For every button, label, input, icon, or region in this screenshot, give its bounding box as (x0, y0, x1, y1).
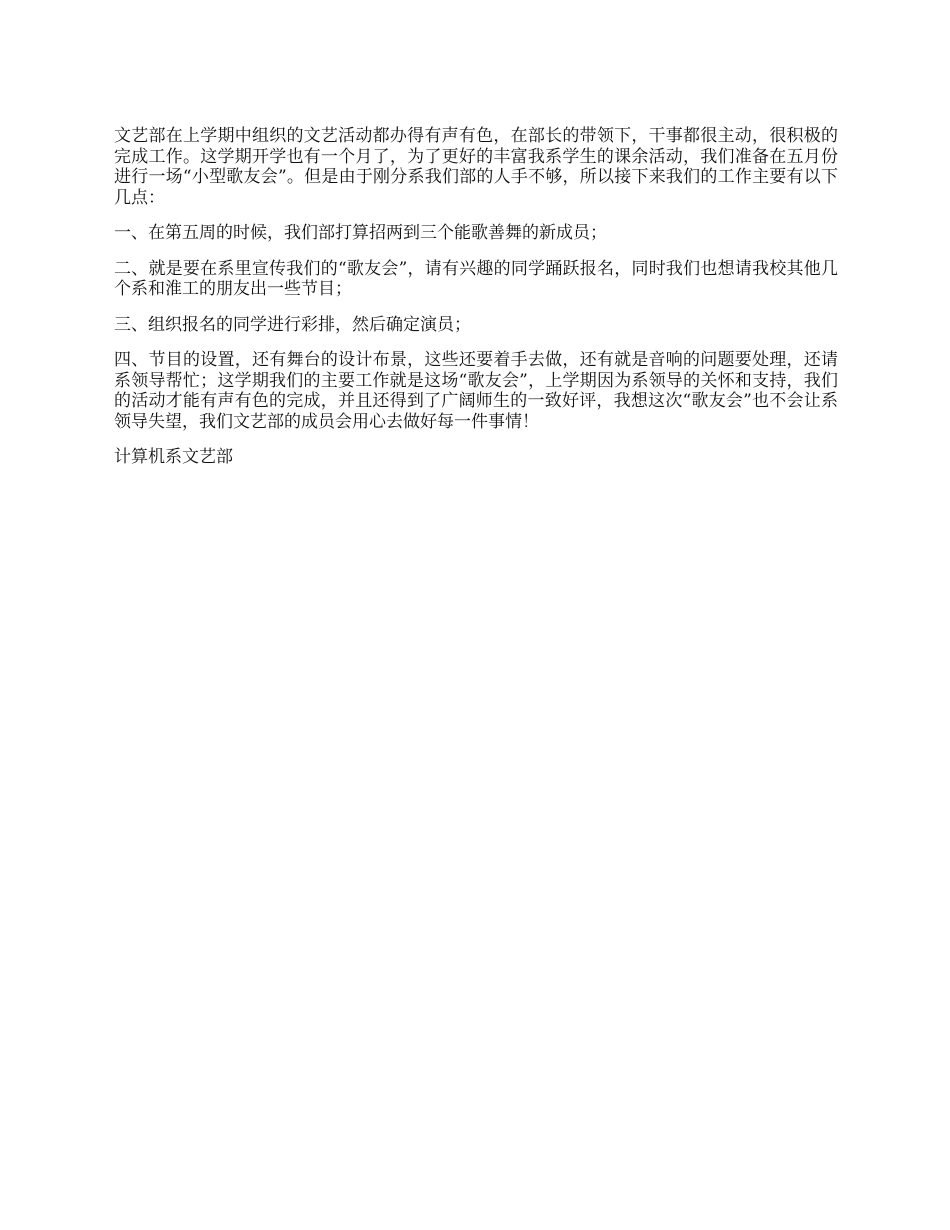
plan-item-1: 一、在第五周的时候，我们部打算招两到三个能歌善舞的新成员； (114, 223, 607, 243)
plan-item-3: 三、组织报名的同学进行彩排，然后确定演员； (114, 314, 471, 335)
plan-item-4: 四、节目的设置，还有舞台的设计布景，这些还要着手去做，还有就是音响的问题要处理，还请系领导帮忙；这学期我们的主要工作就是这场“歌友会”，上学期因为系领导的关怀和支持，我们的活动才能有声有色的完成，并且还得到了广阔师生的一致好评，我想这次“歌友会”也不会让系领导失望，我们文艺部的成员会用心去做好每一件事情！ (114, 350, 838, 432)
document-page (114, 126, 838, 483)
plan-item-2: 二、就是要在系里宣传我们的“歌友会”，请有兴趣的同学踊跃报名，同时我们也想请我校其他几个系和淮工的朋友出一些节目； (114, 258, 838, 299)
intro-paragraph: 文艺部在上学期中组织的文艺活动都办得有声有色，在部长的带领下，干事都很主动，很积极的完成工作。这学期开学也有一个月了，为了更好的丰富我系学生的课余活动，我们准备在五月份进行一场“小型歌友会”。但是由于刚分系我们部的人手不够，所以接下来我们的工作主要有以下几点： (114, 126, 838, 208)
signature: 计算机系文艺部 (114, 447, 233, 467)
